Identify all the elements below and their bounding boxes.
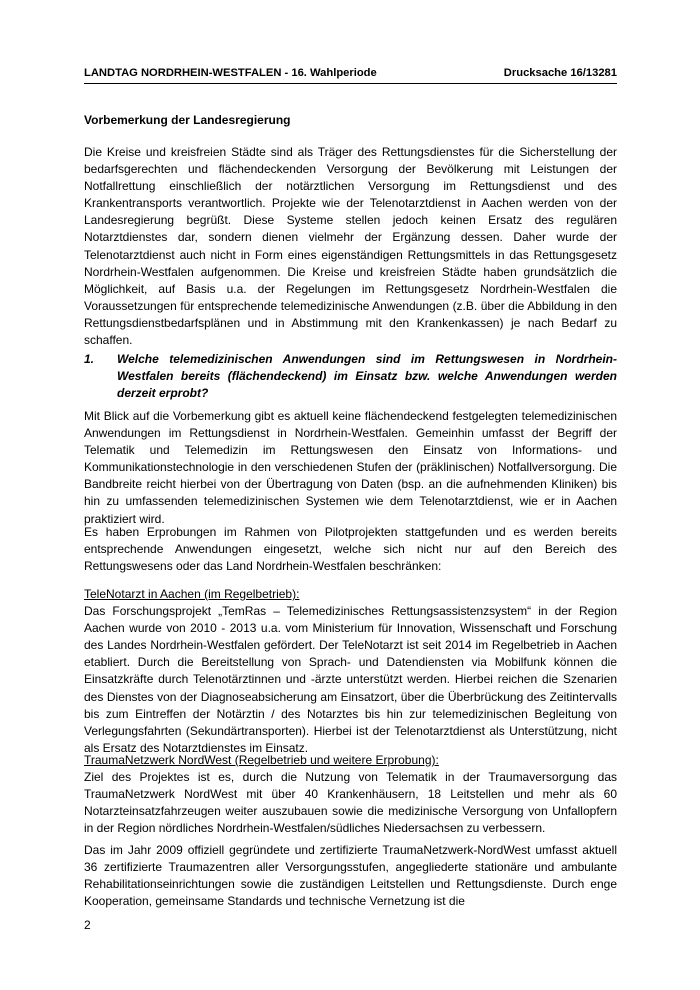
answer-paragraph-2: Es haben Erprobungen im Rahmen von Pilotprojekten stattgefunden und es werden bereits entsprechende Anwendungen eingesetzt, welche sich nicht nur auf den Bereich des Rettungswesens oder das Land Nordrhein-Westfalen beschränken: bbox=[84, 525, 617, 574]
question-number: 1. bbox=[84, 352, 95, 366]
section-telenotarzt-text: Das Forschungsprojekt „TemRas – Telemedizinisches Rettungsassistenzsystem“ in der Region Aachen wurde von 2010 - 2013 u.a. vom Ministerium für Innovation, Wissenschaft und Forschung des Landes Nordrhein-Westfalen gefördert. Der TeleNotarzt ist seit 2014 im Regelbetrieb in Aachen etabliert. Durch die Bereitstellung von Sprach- und Datendiensten via Mobilfunk können die Einsatzkräfte durch Telenotärztinnen und -ärzte unterstützt werden. Hierbei reichen die Szenarien des Dienstes von der Diagnoseabsicherung am Einsatzort, über die Überbrückung des Zeitintervalls bis zum Eintreffen der Notärztin / des Notarztes bis hin zur telemedizinischen Begleitung von Verlegungsfahrten (Sekundärtransporten). Hierbei ist der Telenotarztdienst als Unterstützung, nicht als Ersatz des Notarztdienstes im Einsatz. bbox=[84, 604, 617, 755]
header-doc-number: Drucksache 16/13281 bbox=[503, 67, 617, 79]
preface-title: Vorbemerkung der Landesregierung bbox=[84, 113, 291, 127]
section-telenotarzt-title: TeleNotarzt in Aachen (im Regelbetrieb): bbox=[84, 587, 300, 601]
section-telenotarzt bbox=[84, 586, 617, 757]
section-traumanetzwerk bbox=[84, 752, 617, 837]
question-text: Welche telemedizinischen Anwendungen sind im Rettungswesen in Nordrhein-Westfalen bereits (flächendeckend) im Einsatz bzw. welche Anwendungen werden derzeit erprobt? bbox=[117, 352, 617, 401]
question-1 bbox=[84, 351, 617, 402]
preface-text: Die Kreise und kreisfreien Städte sind als Träger des Rettungsdienstes für die Sicherstellung der bedarfsgerechten und flächendeckenden Versorgung der Bevölkerung mit Leistungen der Notfallrettung einschließlich der notärztlichen Versorgung im Rettungsdienst und des Krankentransports verantwortlich. Projekte wie der Telenotarztdienst in Aachen werden von der Landesregierung begrüßt. Diese Systeme stellen jedoch keinen Ersatz des regulären Notarztdienstes dar, sondern dienen vielmehr der Ergänzung dessen. Daher wurde der Telenotarztdienst auch nicht in Form eines eigenständigen Rettungsmittels in das Rettungsgesetz Nordrhein-Westfalen aufgenommen. Die Kreise und kreisfreien Städte haben grundsätzlich die Möglichkeit, auf Basis u.a. der Regelungen im Rettungsgesetz Nordrhein-Westfalen die Voraussetzungen für entsprechende telemedizinische Anwendungen (z.B. über die Abbildung in den Rettungsdienstbedarfsplänen und in Abstimmung mit den Krankenkassen) je nach Bedarf zu schaffen. bbox=[84, 145, 617, 348]
answer-paragraph-1: Mit Blick auf die Vorbemerkung gibt es aktuell keine flächendeckend festgelegten telemedizinischen Anwendungen im Rettungsdienst in Nordrhein-Westfalen. Gemeinhin umfasst der Begriff der Telematik und Telemedizin im Rettungswesen den Einsatz von Informations- und Kommunikationstechnologie in den verschiedenen Stufen der (präklinischen) Notfallversorgung. Die Bandbreite reicht hierbei von der Übertragung von Daten (bsp. an die aufnehmenden Kliniken) bis hin zu umfassenden telemedizinischen Systemen wie dem Telenotarztdienst, wie er in Aachen praktiziert wird. bbox=[84, 409, 617, 526]
section-traumanetzwerk-text: Ziel des Projektes ist es, durch die Nutzung von Telematik in der Traumaversorgung das TraumaNetzwerk NordWest mit über 40 Krankenhäusern, 18 Leitstellen und mehr als 60 Notarzteinsatzfahrzeugen weiter auszubauen sowie die medizinische Versorgung von Unfallopfern in der Region nördliches Nordrhein-Westfalen/südliches Niedersachsen zu verbessern. bbox=[84, 770, 617, 836]
page-header bbox=[84, 66, 617, 84]
answer-paragraph-3: Das im Jahr 2009 offiziell gegründete und zertifizierte TraumaNetzwerk-NordWest umfasst aktuell 36 zertifizierte Traumazentren aller Versorgungsstufen, angegliederte stationäre und ambulante Rehabilitationseinrichtungen sowie die zuständigen Leitstellen und Rettungsdienste. Durch enge Kooperation, gemeinsame Standards und technische Vernetzung ist die bbox=[84, 843, 617, 909]
section-traumanetzwerk-title: TraumaNetzwerk NordWest (Regelbetrieb und weitere Erprobung): bbox=[84, 753, 439, 767]
header-title: LANDTAG NORDRHEIN-WESTFALEN - 16. Wahlperiode bbox=[84, 67, 377, 79]
page-number: 2 bbox=[84, 918, 91, 932]
